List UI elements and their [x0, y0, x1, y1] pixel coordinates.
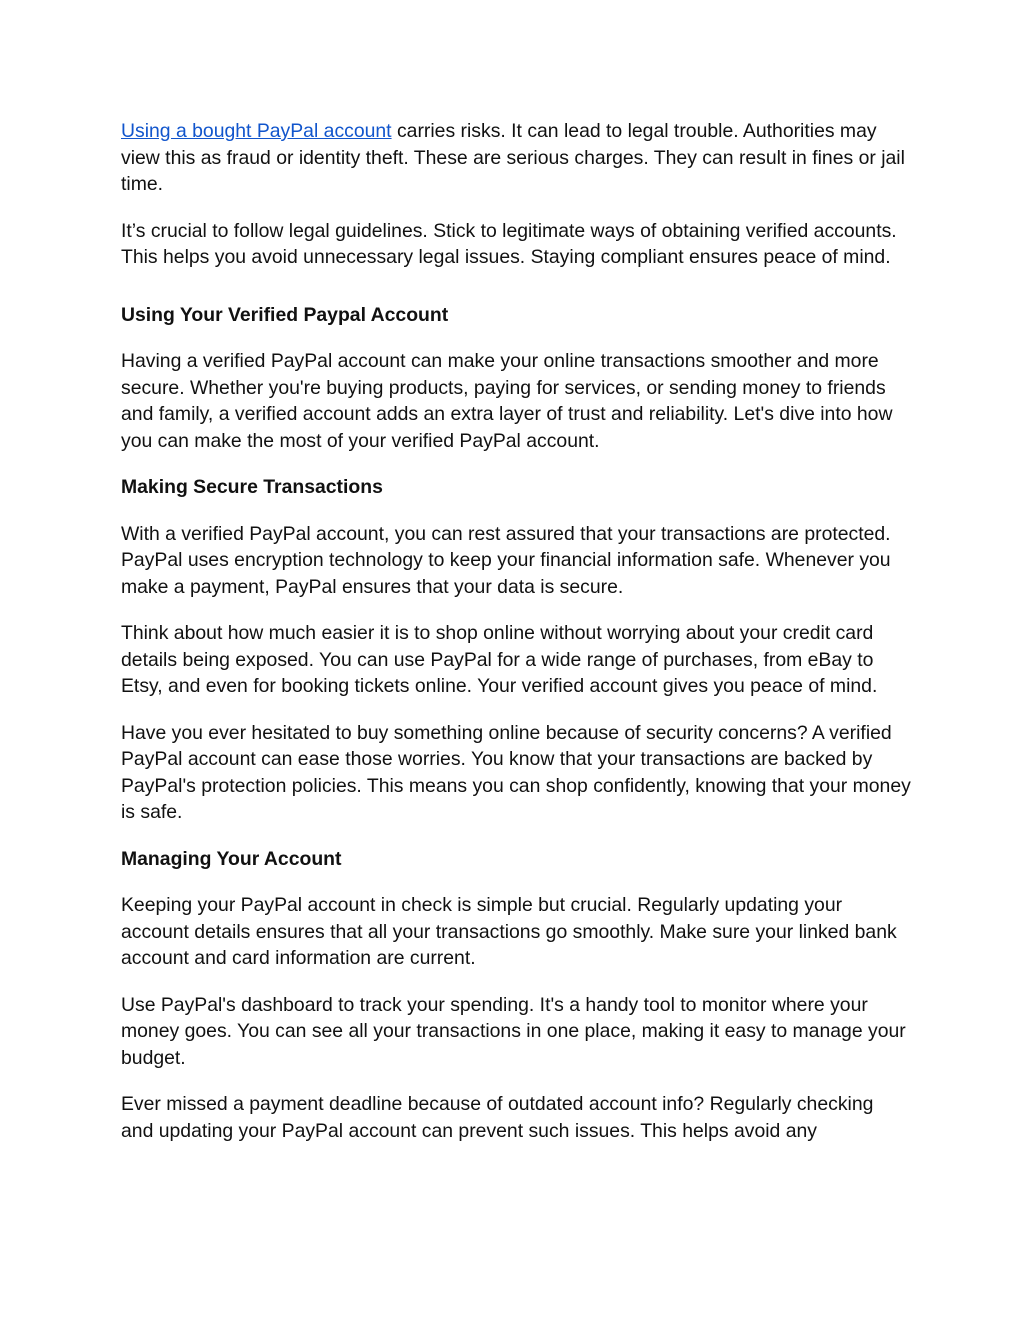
- managing-paragraph: Keeping your PayPal account in check is simple but crucial. Regularly updating your account details ensures that all your transactions go smoothly. Make sure your linked bank account and card information are current.: [121, 894, 897, 969]
- bought-paypal-account-link[interactable]: Using a bought PayPal account: [121, 120, 392, 142]
- secure-paragraph: With a verified PayPal account, you can rest assured that your transactions are protected. PayPal uses encryption technology to keep your financial information safe. Whenever you make a payment, PayPal ensures that your data is secure.: [121, 522, 891, 598]
- heading-using-verified-account: Using Your Verified Paypal Account: [121, 303, 449, 326]
- heading-secure-transactions: Making Secure Transactions: [121, 476, 383, 498]
- document-body: [121, 118, 911, 1164]
- managing-paragraph: Use PayPal's dashboard to track your spending. It's a handy tool to monitor where your money goes. You can see all your transactions in one place, making it easy to manage your budget.: [121, 993, 906, 1069]
- secure-paragraph: Have you ever hesitated to buy something online because of security concerns? A verified PayPal account can ease those worries. You know that your transactions are backed by PayPal's protection policies. This means you can shop confidently, knowing that your money is safe.: [121, 721, 911, 823]
- using-account-paragraph: Having a verified PayPal account can make your online transactions smoother and more secure. Whether you're buying products, paying for services, or sending money to friends and family, a verified account adds an extra layer of trust and reliability. Let's dive into how you can make the most of your verified PayPal account.: [121, 350, 893, 452]
- intro-paragraph: [121, 118, 911, 198]
- managing-paragraph: Ever missed a payment deadline because of outdated account info? Regularly checking and updating your PayPal account can prevent such issues. This helps avoid any: [121, 1093, 874, 1142]
- compliance-paragraph: It’s crucial to follow legal guidelines. Stick to legitimate ways of obtaining verified accounts. This helps you avoid unnecessary legal issues. Staying compliant ensures peace of mind.: [121, 219, 897, 268]
- heading-managing-account: Managing Your Account: [121, 847, 342, 870]
- intro-text: carries risks. It can lead to legal trouble. Authorities may view this as fraud or identity theft. These are serious charges. They can result in fines or jail time.: [121, 120, 905, 195]
- secure-paragraph: Think about how much easier it is to shop online without worrying about your credit card details being exposed. You can use PayPal for a wide range of purchases, from eBay to Etsy, and even for booking tickets online. Your verified account gives you peace of mind.: [121, 622, 878, 697]
